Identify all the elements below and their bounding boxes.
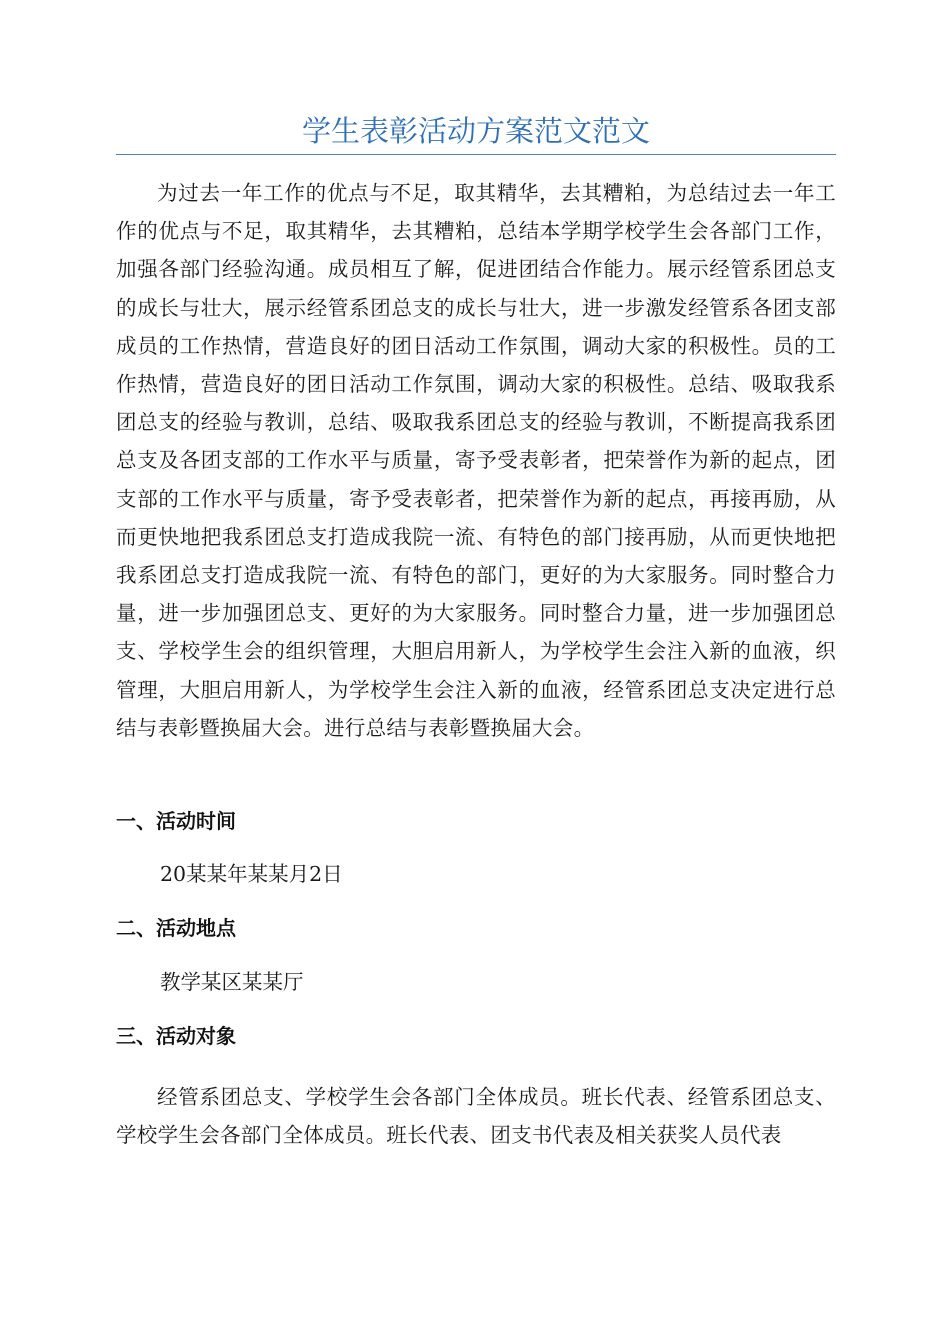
section-heading-time: 一、活动时间 — [116, 809, 236, 833]
section-heading-location: 二、活动地点 — [116, 916, 236, 940]
title-underline — [116, 154, 836, 155]
section-heading-audience: 三、活动对象 — [116, 1024, 236, 1048]
section-body-location: 教学某区某某厅 — [160, 970, 304, 994]
section-body-audience: 经管系团总支、学校学生会各部门全体成员。班长代表、经管系团总支、学校学生会各部门全体成员。班长代表、团支书代表及相关获奖人员代表 — [116, 1085, 836, 1148]
document-title: 学生表彰活动方案范文范文 — [301, 114, 650, 148]
intro-paragraph: 为过去一年工作的优点与不足，取其精华，去其糟粕，为总结过去一年工作的优点与不足，取其精华，去其糟粕，总结本学期学校学生会各部门工作，加强各部门经验沟通。成员相互了解，促进团结合作能力。展示经管系团总支的成长与壮大，展示经管系团总支的成长与壮大，进一步激发经管系各团支部成员的工作热情，营造良好的团日活动工作氛围，调动大家的积极性。员的工作热情，营造良好的团日活动工作氛围，调动大家的积极性。总结、吸取我系团总支的经验与教训，总结、吸取我系团总支的经验与教训，不断提高我系团总支及各团支部的工作水平与质量，寄予受表彰者，把荣誉作为新的起点，团支部的工作水平与质量，寄予受表彰者，把荣誉作为新的起点，再接再励，从而更快地把我系团总支打造成我院一流、有特色的部门接再励，从而更快地把我系团总支打造成我院一流、有特色的部门，更好的为大家服务。同时整合力量，进一步加强团总支、更好的为大家服务。同时整合力量，进一步加强团总支、学校学生会的组织管理，大胆启用新人，为学校学生会注入新的血液，织管理，大胆启用新人，为学校学生会注入新的血液，经管系团总支决定进行总结与表彰暨换届大会。进行总结与表彰暨换届大会。 — [116, 181, 836, 740]
section-body-time: 20某某年某某月2日 — [160, 862, 343, 886]
